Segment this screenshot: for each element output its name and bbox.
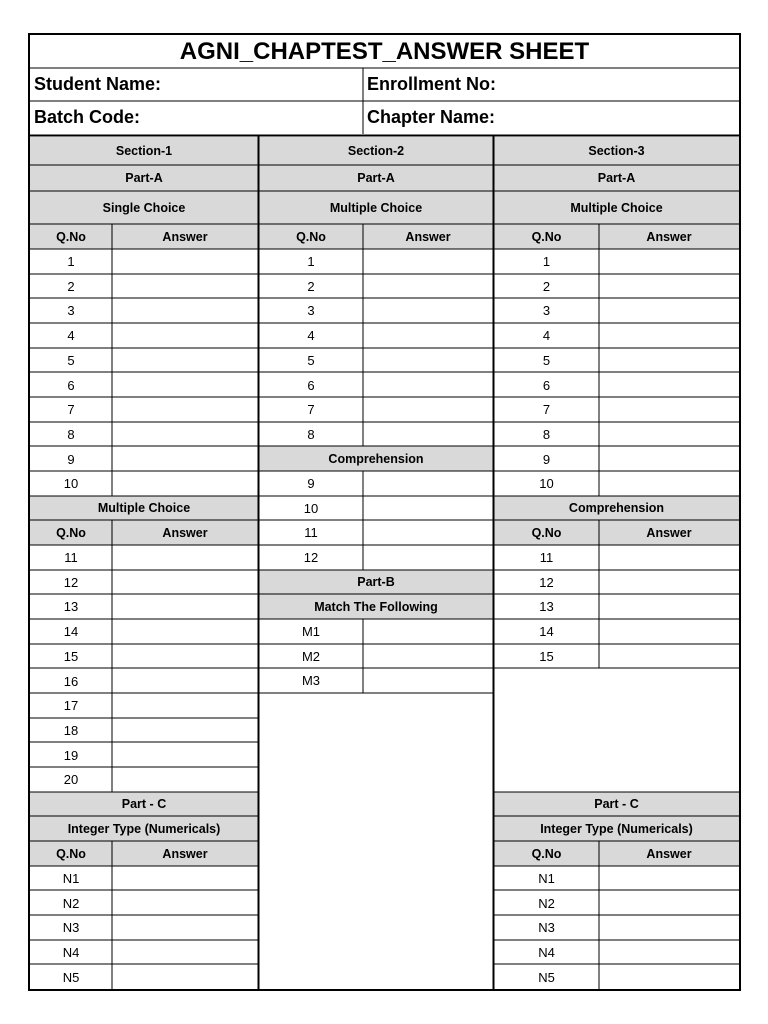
s1-single-choice-qno: 5 [67, 353, 75, 368]
section2-part-b: Part-B [259, 570, 493, 594]
enrollment-label: Enrollment No: [367, 74, 496, 94]
student-name-label: Student Name: [34, 74, 162, 94]
s3-multiple-choice-qno: 8 [542, 427, 551, 442]
answer-header: Answer [363, 224, 493, 249]
qno-header: Q.No [494, 841, 599, 866]
s1-multiple-choice-qno: 15 [63, 649, 79, 664]
s2-comprehension-qno: 10 [303, 501, 319, 516]
s2-match-qno: M2 [301, 649, 321, 664]
s1-integer-qno: N5 [62, 970, 80, 985]
qno-header: Q.No [494, 520, 599, 545]
sheet-title: AGNI_CHAPTEST_ANSWER SHEET [179, 37, 590, 65]
section1-multiple-choice: Multiple Choice [30, 496, 258, 520]
s3-multiple-choice-qno: 7 [542, 402, 551, 417]
s2-comprehension-qno: 9 [307, 476, 315, 491]
s3-comprehension-qno: 14 [539, 624, 554, 639]
qno-header: Q.No [494, 224, 599, 249]
answer-header: Answer [112, 520, 258, 545]
s3-integer-qno: N2 [538, 896, 555, 911]
s1-multiple-choice-qno: 18 [63, 723, 79, 738]
s2-multiple-choice-qno: 6 [307, 378, 315, 393]
s1-multiple-choice-qno: 17 [63, 698, 79, 713]
s1-multiple-choice-qno: 19 [63, 748, 79, 763]
s2-comprehension-qno: 12 [303, 550, 319, 565]
section3-multiple-choice: Multiple Choice [494, 191, 739, 224]
answer-header: Answer [112, 841, 258, 866]
s1-single-choice-qno: 4 [67, 328, 75, 343]
s2-multiple-choice-qno: 3 [307, 303, 315, 318]
s1-single-choice-qno: 7 [67, 402, 75, 417]
s1-integer-qno: N4 [62, 945, 80, 960]
section3-integer-type: Integer Type (Numericals) [494, 816, 739, 841]
s2-multiple-choice-qno: 4 [307, 328, 315, 343]
s1-single-choice-qno: 6 [67, 378, 75, 393]
s3-multiple-choice-qno: 1 [542, 254, 551, 269]
s1-integer-qno: N1 [62, 871, 80, 886]
s1-integer-qno: N2 [62, 896, 80, 911]
qno-header: Q.No [30, 841, 112, 866]
s3-comprehension-qno: 11 [539, 550, 554, 565]
section3-comprehension: Comprehension [494, 496, 739, 520]
s3-integer-qno: N1 [538, 871, 555, 886]
s3-comprehension-qno: 12 [539, 575, 554, 590]
answer-header: Answer [599, 224, 739, 249]
s1-multiple-choice-qno: 11 [64, 550, 78, 565]
s1-multiple-choice-qno: 16 [63, 674, 79, 689]
s3-multiple-choice-qno: 5 [542, 353, 551, 368]
section1-integer-type: Integer Type (Numericals) [30, 816, 258, 841]
s2-multiple-choice-qno: 7 [307, 402, 315, 417]
s3-comprehension-qno: 13 [539, 599, 554, 614]
s1-single-choice-qno: 10 [63, 476, 79, 491]
s1-single-choice-qno: 2 [67, 279, 75, 294]
s1-single-choice-qno: 9 [67, 452, 75, 467]
s3-multiple-choice-qno: 9 [542, 452, 551, 467]
s1-multiple-choice-qno: 20 [63, 772, 79, 787]
section1-part-a: Part-A [30, 165, 258, 191]
answer-header: Answer [599, 520, 739, 545]
s2-match-qno: M3 [301, 673, 321, 688]
s2-multiple-choice-qno: 2 [307, 279, 315, 294]
s3-multiple-choice-qno: 6 [542, 378, 551, 393]
s2-multiple-choice-qno: 1 [307, 254, 315, 269]
answer-header: Answer [599, 841, 739, 866]
section3-part-a: Part-A [494, 165, 739, 191]
s1-integer-qno: N3 [62, 920, 80, 935]
section1-single-choice: Single Choice [30, 191, 258, 224]
s1-single-choice-qno: 8 [67, 427, 75, 442]
section2-match-following: Match The Following [259, 594, 493, 619]
s1-single-choice-qno: 3 [67, 303, 75, 318]
qno-header: Q.No [30, 520, 112, 545]
answer-header: Answer [112, 224, 258, 249]
chapter-name-label: Chapter Name: [367, 107, 496, 127]
s3-integer-qno: N3 [538, 920, 555, 935]
s3-multiple-choice-qno: 3 [542, 303, 551, 318]
s2-comprehension-qno: 11 [304, 525, 318, 540]
s3-multiple-choice-qno: 4 [542, 328, 551, 343]
batch-code-label: Batch Code: [34, 107, 141, 127]
s1-single-choice-qno: 1 [67, 254, 75, 269]
s1-multiple-choice-qno: 13 [63, 599, 79, 614]
s2-match-qno: M1 [301, 624, 321, 639]
section2-multiple-choice: Multiple Choice [259, 191, 493, 224]
section3-title: Section-3 [494, 137, 739, 165]
section2-comprehension: Comprehension [259, 446, 493, 471]
s2-multiple-choice-qno: 5 [307, 353, 315, 368]
s1-multiple-choice-qno: 14 [63, 624, 79, 639]
s1-multiple-choice-qno: 12 [63, 575, 79, 590]
section1-part-c: Part - C [30, 792, 258, 816]
section2-title: Section-2 [259, 137, 493, 165]
s3-integer-qno: N4 [538, 945, 555, 960]
s3-multiple-choice-qno: 2 [542, 279, 551, 294]
qno-header: Q.No [30, 224, 112, 249]
section2-part-a: Part-A [259, 165, 493, 191]
qno-header: Q.No [259, 224, 363, 249]
s2-multiple-choice-qno: 8 [307, 427, 315, 442]
s3-multiple-choice-qno: 10 [539, 476, 554, 491]
s3-integer-qno: N5 [538, 970, 555, 985]
section3-part-c: Part - C [494, 792, 739, 816]
s3-comprehension-qno: 15 [539, 649, 554, 664]
section1-title: Section-1 [30, 137, 258, 165]
